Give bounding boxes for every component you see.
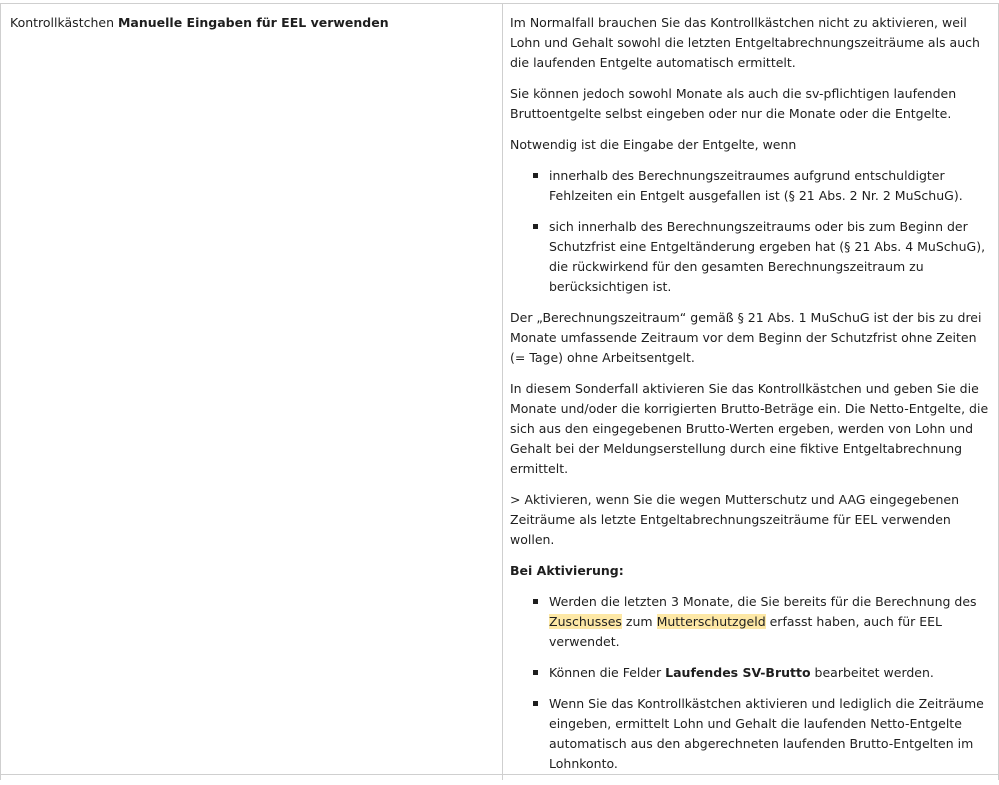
field-reference: Laufendes SV-Brutto [665,665,811,680]
list-item: sich innerhalb des Berechnungszeitraums oder bis zum Beginn der Schutzfrist eine Entgeltänderung ergeben hat (§ 21 Abs. 4 MuSchuG), die rückwirkend für den gesamten Berechnungszeitraum zu berücksichtigen ist. [510,217,994,297]
activation-effects-list [510,592,994,774]
required-paragraph: Notwendig ist die Eingabe der Entgelte, wenn [510,137,797,152]
highlight-zuschuss: Zuschusses [549,614,622,629]
intro-paragraph: Im Normalfall brauchen Sie das Kontrollkästchen nicht zu aktivieren, weil Lohn und Gehalt sowohl die letzten Entgeltabrechnungszeiträume als auch die laufenden Entgelte automatisch ermittelt. [510,15,980,70]
definition-paragraph: Der „Berechnungszeitraum“ gemäß § 21 Abs. 1 MuSchuG ist der bis zu drei Monate umfassende Zeitraum vor dem Beginn der Schutzfrist ohne Zeiten (= Tage) ohne Arbeitsentgelt. [510,310,982,365]
bullet-icon [533,173,538,178]
field-name-cell [10,13,490,33]
activation-heading: Bei Aktivierung: [510,563,624,578]
activate-hint-paragraph: > Aktivieren, wenn Sie die wegen Mutterschutz und AAG eingegebenen Zeiträume als letzte Entgeltabrechnungszeiträume für EEL verwenden wollen. [510,492,960,547]
table-border-top [0,3,999,4]
special-case-paragraph: In diesem Sonderfall aktivieren Sie das Kontrollkästchen und geben Sie die Monate und/oder die korrigierten Brutto-Beträge ein. Die Netto-Entgelte, die sich aus den eingegebenen Brutto-Werten ergeben, werden von Lohn und Gehalt bei der Meldungserstellung durch eine fiktive Entgeltabrechnung ermittelt. [510,381,989,476]
bullet-icon [533,701,538,706]
bullet-icon [533,599,538,604]
highlight-mutterschutzgeld: Mutterschutzgeld [656,614,766,629]
list-item: Werden die letzten 3 Monate, die Sie bereits für die Berechnung des Zuschusses zum Mutterschutzgeld erfasst haben, auch für EEL verwendet. [510,592,994,652]
manual-entry-paragraph: Sie können jedoch sowohl Monate als auch die sv-pflichtigen laufenden Bruttoentgelte selbst eingeben oder nur die Monate oder die Entgelte. [510,86,957,121]
bullet-icon [533,670,538,675]
required-conditions-list [510,166,994,297]
table-border-left [0,3,1,780]
field-name-term: Manuelle Eingaben für EEL verwenden [117,15,389,30]
list-item: Können die Felder Laufendes SV-Brutto bearbeitet werden. [510,663,994,683]
list-item: Wenn Sie das Kontrollkästchen aktivieren und lediglich die Zeiträume eingeben, ermittelt Lohn und Gehalt die laufenden Netto-Entgelte automatisch aus den abgerechneten laufenden Brutto-Entgelten im Lohnkonto. [510,694,994,774]
field-name-prefix: Kontrollkästchen [10,15,118,30]
bullet-icon [533,224,538,229]
column-divider [502,3,503,780]
description-cell [510,13,994,785]
list-item: innerhalb des Berechnungszeitraumes aufgrund entschuldigter Fehlzeiten ein Entgelt ausgefallen ist (§ 21 Abs. 2 Nr. 2 MuSchuG). [510,166,994,206]
